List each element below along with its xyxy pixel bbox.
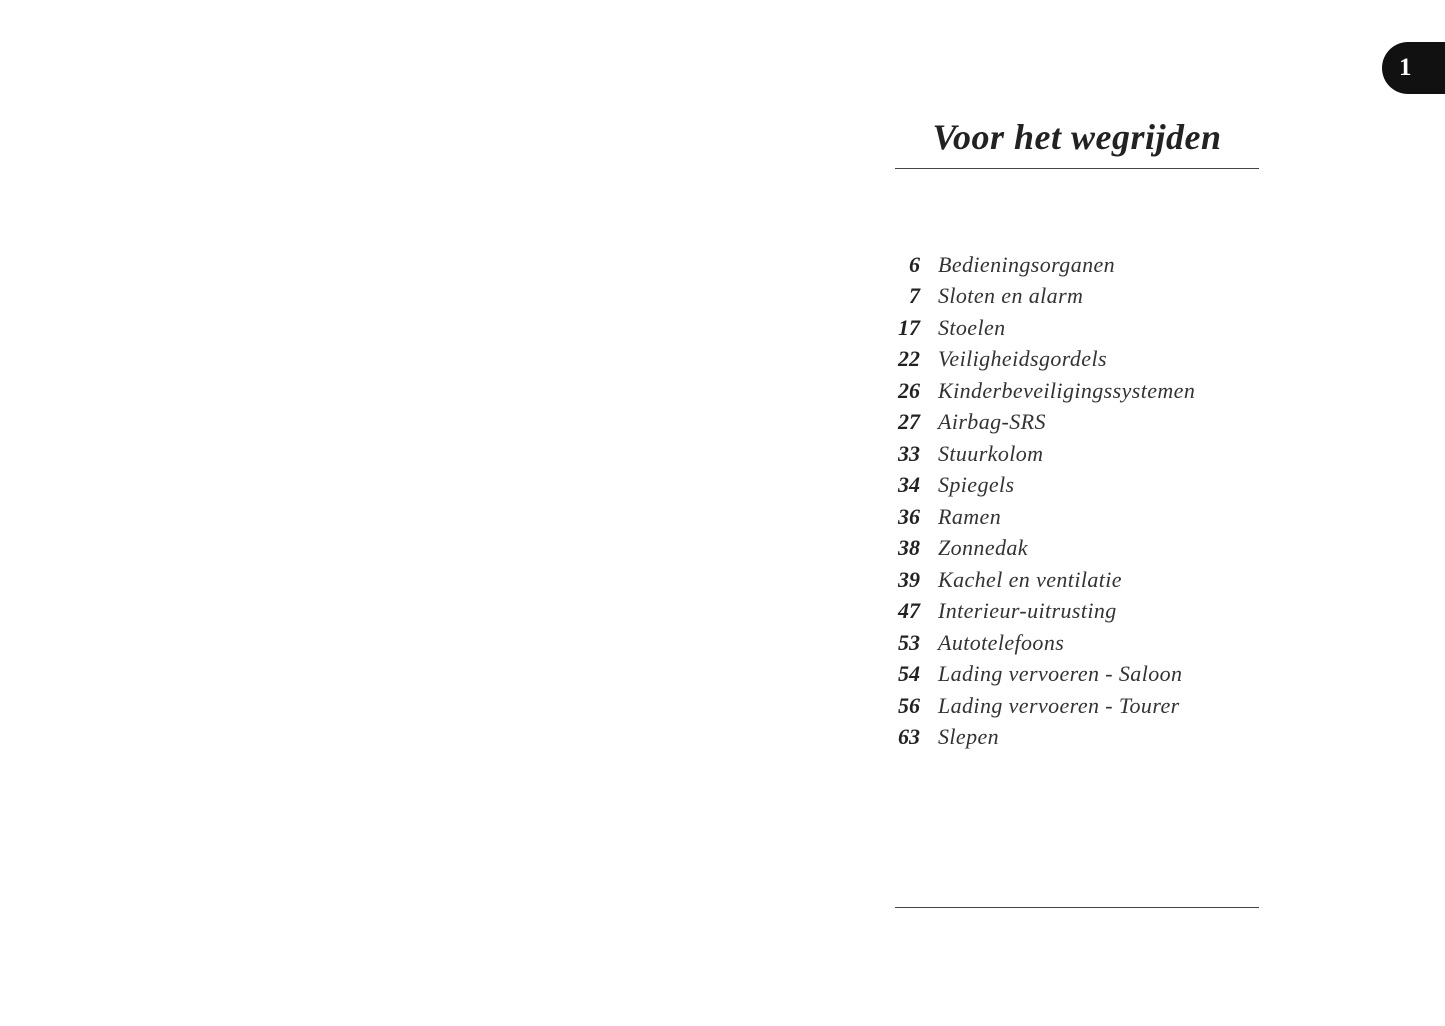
- toc-item[interactable]: [890, 596, 1250, 628]
- toc-item[interactable]: [890, 564, 1250, 596]
- toc-page-number: 63: [898, 724, 920, 750]
- toc-page-number: 17: [898, 314, 920, 340]
- title-divider: [895, 168, 1259, 169]
- toc-label: Kinderbeveiligingssystemen: [938, 377, 1196, 403]
- toc-item[interactable]: [890, 722, 1250, 754]
- toc-item[interactable]: [890, 470, 1250, 502]
- toc-label: Lading vervoeren - Saloon: [938, 661, 1183, 687]
- toc-label: Autotelefoons: [938, 629, 1065, 655]
- chapter-tab: [1382, 42, 1445, 94]
- toc-item[interactable]: [890, 312, 1250, 344]
- toc-label: Veiligheidsgordels: [938, 346, 1107, 372]
- toc-label: Lading vervoeren - Tourer: [938, 692, 1180, 718]
- toc-label: Sloten en alarm: [938, 283, 1084, 309]
- table-of-contents: [890, 249, 1250, 753]
- chapter-number: 1: [1399, 54, 1412, 81]
- toc-item[interactable]: [890, 501, 1250, 533]
- toc-page-number: 56: [898, 692, 920, 718]
- toc-item[interactable]: [890, 249, 1250, 281]
- toc-page-number: 7: [909, 283, 920, 309]
- toc-item[interactable]: [890, 690, 1250, 722]
- toc-label: Ramen: [938, 503, 1002, 529]
- toc-item[interactable]: [890, 344, 1250, 376]
- toc-label: Bedieningsorganen: [938, 251, 1116, 277]
- toc-label: Interieur-uitrusting: [938, 598, 1117, 624]
- toc-item[interactable]: [890, 407, 1250, 439]
- toc-item[interactable]: [890, 438, 1250, 470]
- toc-page-number: 34: [898, 472, 920, 498]
- toc-item[interactable]: [890, 281, 1250, 313]
- toc-item[interactable]: [890, 659, 1250, 691]
- toc-page-number: 53: [898, 629, 920, 655]
- page-title: Voor het wegrijden: [932, 117, 1222, 157]
- toc-page-number: 27: [898, 409, 920, 435]
- toc-label: Zonnedak: [938, 535, 1028, 561]
- toc-page-number: 6: [909, 251, 920, 277]
- toc-label: Airbag-SRS: [938, 409, 1046, 435]
- toc-page-number: 47: [898, 598, 920, 624]
- bottom-divider: [895, 907, 1259, 908]
- toc-item[interactable]: [890, 375, 1250, 407]
- toc-label: Kachel en ventilatie: [938, 566, 1122, 592]
- toc-page-number: 39: [898, 566, 920, 592]
- toc-label: Spiegels: [938, 472, 1015, 498]
- toc-label: Stoelen: [938, 314, 1006, 340]
- toc-page-number: 26: [898, 377, 920, 403]
- toc-page-number: 33: [898, 440, 920, 466]
- toc-label: Slepen: [938, 724, 1000, 750]
- toc-item[interactable]: [890, 533, 1250, 565]
- toc-label: Stuurkolom: [938, 440, 1044, 466]
- toc-page-number: 38: [898, 535, 920, 561]
- toc-page-number: 36: [898, 503, 920, 529]
- toc-item[interactable]: [890, 627, 1250, 659]
- toc-page-number: 54: [898, 661, 920, 687]
- toc-page-number: 22: [898, 346, 920, 372]
